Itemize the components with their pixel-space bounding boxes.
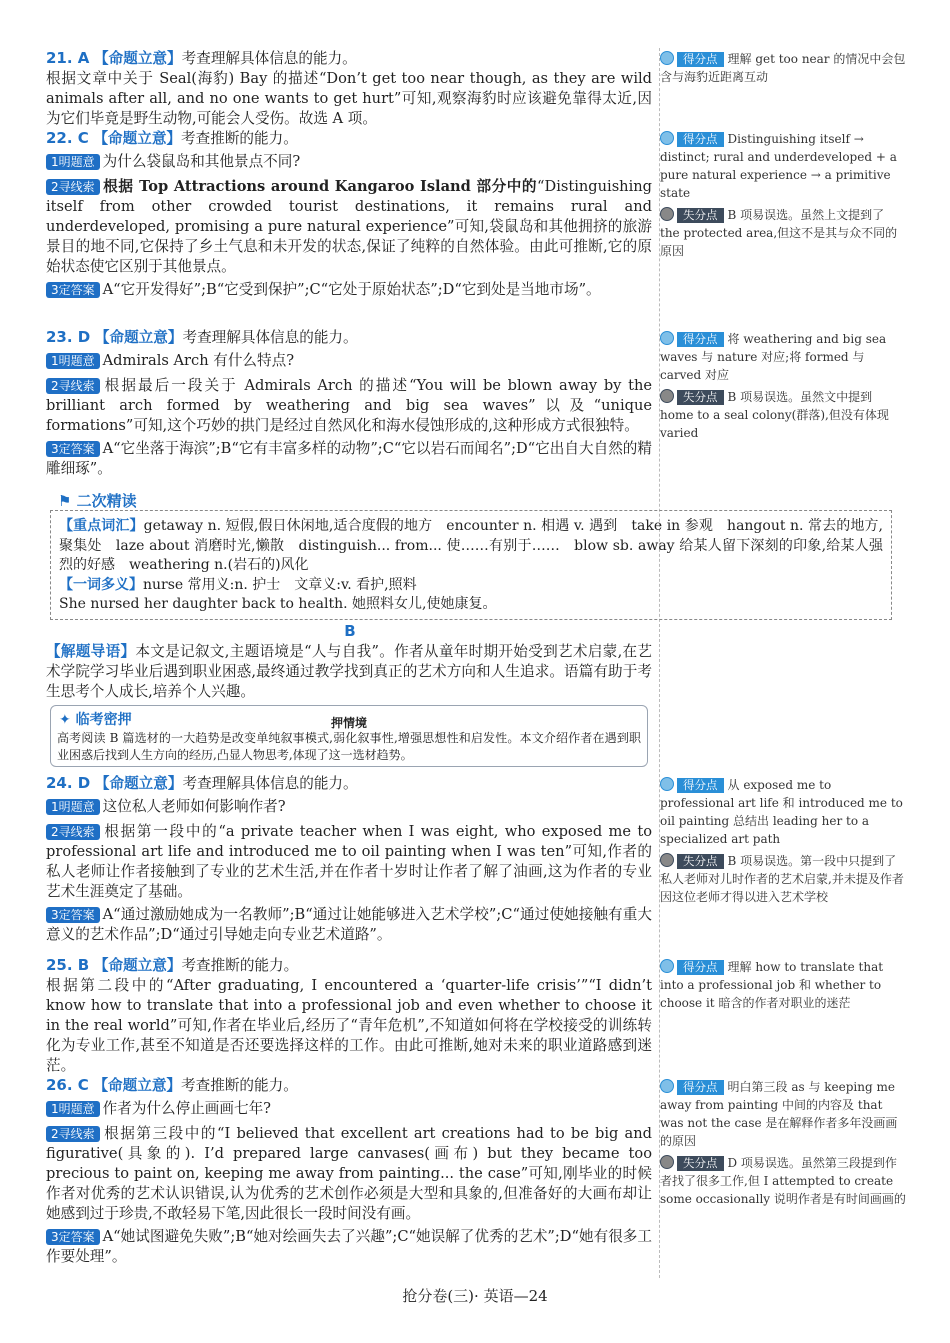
step-badge: 1明题意 <box>46 1101 100 1117</box>
side-text: Distinguishing itself → distinct; rural and underdeveloped + a pure natural experience → a primitive state <box>660 132 897 200</box>
step-badge: 2寻线索 <box>46 1126 100 1142</box>
score-icon <box>660 331 674 345</box>
step-badge: 2寻线索 <box>46 378 100 394</box>
side-text: B 项易误选。虽然上文提到了 the protected area,但这不是其与众不同的原因 <box>660 208 898 258</box>
secret-icon: ✦ <box>59 712 71 728</box>
question-number: 21. A <box>46 49 90 67</box>
step-badge: 3定答案 <box>46 907 100 923</box>
side-text: 明白第三段 as 与 keeping me away from painting 中间的内容及 that was not the case 是在解释作者多年没画画的原因 <box>660 1080 898 1148</box>
exam-secret-box <box>50 705 648 767</box>
step-text: 为什么袋鼠岛和其他景点不同? <box>102 153 301 170</box>
question-tag: 【命题立意】 <box>94 329 183 346</box>
side-note-23 <box>660 330 906 442</box>
step-badge: 1明题意 <box>46 353 100 369</box>
question-tag: 【命题立意】 <box>93 957 182 974</box>
secret-subtitle: 押情境 <box>330 716 367 730</box>
passage-guide <box>46 642 652 702</box>
secret-title-text: 临考密押 <box>75 712 132 728</box>
question-lead: 考查推断的能力。 <box>181 130 298 147</box>
loss-icon <box>660 389 674 403</box>
question-number: 24. D <box>46 774 91 792</box>
guide-text: 本文是记叙文,主题语境是“人与自我”。作者从童年时期开始受到艺术启蒙,在艺术学院学习毕业后遇到职业困惑,最终通过教学找到真正的艺术方向和人生追求。语篇有助于考生思考个人成长,培养个人兴趣。 <box>46 643 652 700</box>
polysemy-tag: 【一词多义】 <box>59 576 143 593</box>
loss-badge: 失分点 <box>677 208 724 223</box>
step-badge: 1明题意 <box>46 154 100 170</box>
question-number: 22. C <box>46 129 89 147</box>
side-text: 从 exposed me to professional art life 和 introduced me to oil painting 总结出 leading her to a specialized art path <box>660 778 903 846</box>
question-lead: 考查理解具体信息的能力。 <box>181 50 357 67</box>
side-text: B 项易误选。第一段中只提到了私人老师对儿时作者的艺术启蒙,并未提及作者因这位老师才得以进入艺术学校 <box>660 854 904 904</box>
side-text: 理解 get too near 的情况中会包含与海豹近距离互动 <box>660 52 906 84</box>
score-badge: 得分点 <box>677 960 724 975</box>
question-tag: 【命题立意】 <box>94 50 182 67</box>
step-badge: 2寻线索 <box>46 179 100 195</box>
score-icon <box>660 51 674 65</box>
question-lead: 考查理解具体信息的能力。 <box>182 329 358 346</box>
step-text: A“通过激励她成为一名教师”;B“通过让她能够进入艺术学校”;C“通过使她接触有重大意义的艺术作品”;D“通过引导她走向专业艺术道路”。 <box>46 906 652 943</box>
review-title: ⚑ 二次精读 <box>58 492 137 510</box>
polysemy-text: nurse 常用义:n. 护士 文章义:v. 看护,照料 <box>143 576 417 593</box>
step-badge: 3定答案 <box>46 1229 100 1245</box>
question-lead: 考查理解具体信息的能力。 <box>182 775 358 792</box>
question-number: 23. D <box>46 328 91 346</box>
step-lead: 根据 Top Attractions around Kangaroo Island 部分中的 <box>102 178 538 195</box>
question-lead: 考查推断的能力。 <box>181 957 299 974</box>
question-lead: 考查推断的能力。 <box>181 1077 298 1094</box>
side-note-24 <box>660 776 906 906</box>
loss-badge: 失分点 <box>677 1156 724 1171</box>
review-box <box>50 510 892 620</box>
step-text: 根据第三段中的“I believed that excellent art creations had to be big and figurative(具象的). I’d prepared large canvases(画布) but they became too precious to paint on, keeping me away from painting... the case”可知,刚毕业的时候作者对优秀的艺术认识错误,认为优秀的艺术创作必须是大型和具象的,但准备好的大画布却让她感到过于珍贵,不敢轻易下笔,因此很长一段时间没有画。 <box>46 1125 652 1222</box>
step-text: “Distinguishing itself from other crowded tourist destinations, it remains rural and underdeveloped, promising a pure natural experience”可知,袋鼠岛和其他拥挤的旅游景目的地不同,它保持了乡土气息和未开发的状态,保证了纯粹的自然体验。由此可推断,它的原始状态使它区别于其他景点。 <box>46 178 652 275</box>
step-text: 作者为什么停止画画七年? <box>102 1100 271 1117</box>
question-tag: 【命题立意】 <box>93 1077 182 1094</box>
score-icon <box>660 959 674 973</box>
score-badge: 得分点 <box>677 52 724 67</box>
question-24 <box>46 773 652 945</box>
score-badge: 得分点 <box>677 332 724 347</box>
question-26 <box>46 1075 652 1267</box>
page-footer: 抢分卷(三)· 英语—24 <box>402 1287 548 1305</box>
side-note-25 <box>660 958 906 1012</box>
side-text: 将 weathering and big sea waves 与 nature 对应;将 formed 与 carved 对应 <box>660 332 887 382</box>
loss-icon <box>660 207 674 221</box>
score-icon <box>660 777 674 791</box>
step-badge: 3定答案 <box>46 441 100 457</box>
step-badge: 3定答案 <box>46 282 100 298</box>
question-tag: 【命题立意】 <box>94 775 183 792</box>
passage-letter: B <box>344 622 356 640</box>
question-21 <box>46 48 652 129</box>
secret-text: 高考阅读 B 篇选材的一大趋势是改变单纯叙事模式,弱化叙事性,增强思想性和启发性。本文介绍作者在遇到职业困惑后找到人生方向的经历,凸显人物思考,体现了这一选材趋势。 <box>57 731 641 762</box>
polysemy-example: She nursed her daughter back to health. 她照料女儿,使她康复。 <box>59 596 497 612</box>
side-text: B 项易误选。虽然文中提到 home to a seal colony(群落),但没有体现 varied <box>660 390 889 440</box>
guide-tag: 【解题导语】 <box>46 643 136 660</box>
step-text: A“她试图避免失败”;B“她对绘画失去了兴趣”;C“她误解了优秀的艺术”;D“她有很多工作要处理”。 <box>46 1228 652 1265</box>
side-note-26 <box>660 1078 906 1208</box>
score-icon <box>660 131 674 145</box>
question-number: 26. C <box>46 1076 89 1094</box>
loss-icon <box>660 1155 674 1169</box>
question-body: 根据第二段中的“After graduating, I encountered a ‘quarter-life crisis’”“I didn’t know how to translate that into a professional job and even whether to choose it in the real world”可知,作者在毕业后,经历了“青年危机”,不知道如何将在学校接受的训练转化为专业工作,甚至不知道是否还要选择这样的工作。由此可推断,她对未来的职业道路感到迷茫。 <box>46 977 652 1074</box>
step-text: Admirals Arch 有什么特点? <box>102 352 295 369</box>
vocab-text: getaway n. 短假,假日休闲地,适合度假的地方 encounter n. 相遇 v. 遇到 take in 参观 hangout n. 常去的地方,聚集处 laze about 消磨时光,懒散 distinguish... from... 使……有别于…… blow sb. away 给某人留下深刻的印象,给某人强烈的好感 weathering n.(岩石的)风化 <box>59 518 884 573</box>
step-text: 这位私人老师如何影响作者? <box>102 798 286 815</box>
side-note-22 <box>660 130 906 260</box>
step-text: A“它开发得好”;B“它受到保护”;C“它处于原始状态”;D“它到处是当地市场”。 <box>102 281 601 298</box>
side-note-21 <box>660 50 906 86</box>
step-badge: 2寻线索 <box>46 824 100 840</box>
question-23 <box>46 327 652 479</box>
loss-badge: 失分点 <box>677 854 724 869</box>
loss-icon <box>660 853 674 867</box>
question-tag: 【命题立意】 <box>93 130 182 147</box>
step-text: 根据第一段中的“a private teacher when I was eight, who exposed me to professional art life and introduced me to oil painting when I was ten”可知,作者的私人老师让作者接触到了专业的艺术生活,并在作者十岁时让作者了解了油画,这为作者的专业艺术生涯奠定了基础。 <box>46 823 652 900</box>
loss-badge: 失分点 <box>677 390 724 405</box>
score-badge: 得分点 <box>677 1080 724 1095</box>
review-title-text: 二次精读 <box>76 492 137 510</box>
score-icon <box>660 1079 674 1093</box>
score-badge: 得分点 <box>677 778 724 793</box>
question-22 <box>46 128 652 300</box>
step-badge: 1明题意 <box>46 799 100 815</box>
question-number: 25. B <box>46 956 90 974</box>
question-body: 根据文章中关于 Seal(海豹) Bay 的描述“Don’t get too near though, as they are wild animals after all, and no one wants to get hurt”可知,观察海豹时应该避免靠得太近,因为它们毕竟是野生动物,可能会人受伤。故选 A 项。 <box>46 70 652 127</box>
step-text: A“它坐落于海滨”;B“它有丰富多样的动物”;C“它以岩石而闻名”;D“它出自大自然的精雕细琢”。 <box>46 440 652 477</box>
side-text: D 项易误选。虽然第三段提到作者找了很多工作,但 I attempted to create some occasionally 说明作者是有时间画画的 <box>660 1156 906 1206</box>
side-text: 理解 how to translate that into a professional job 和 whether to choose it 暗含的作者对职业的迷茫 <box>660 960 884 1010</box>
question-25 <box>46 955 652 1076</box>
score-badge: 得分点 <box>677 132 724 147</box>
step-text: 根据最后一段关于 Admirals Arch 的描述“You will be blown away by the brilliant arch formed by weathering and big sea waves”以及“unique formations”可知,这个巧妙的拱门是经过自然风化和海水侵蚀形成的,这种形成方式很独特。 <box>46 377 652 434</box>
vocab-tag: 【重点词汇】 <box>59 518 144 534</box>
